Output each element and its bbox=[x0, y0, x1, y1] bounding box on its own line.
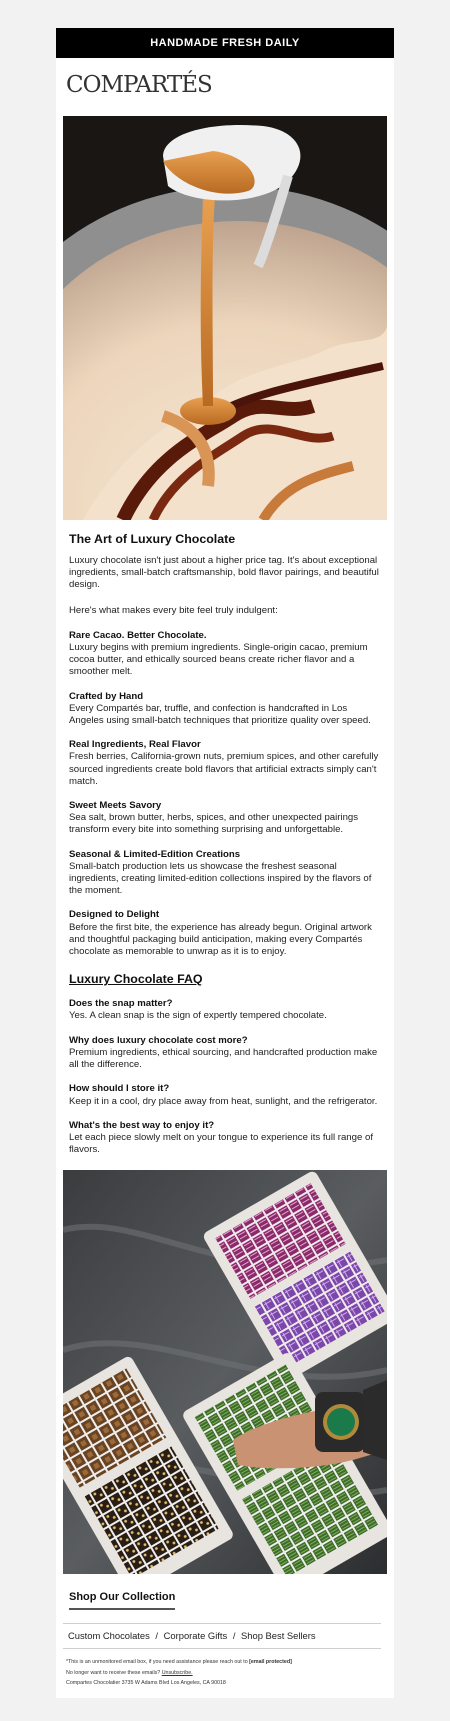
section-title: Rare Cacao. Better Chocolate. bbox=[69, 629, 207, 641]
hero-image[interactable] bbox=[63, 116, 387, 520]
footer-links bbox=[56, 1624, 394, 1648]
section-title: Seasonal & Limited-Edition Creations bbox=[69, 848, 241, 860]
product-image[interactable] bbox=[63, 1170, 387, 1574]
faq-answer: Let each piece slowly melt on your tongue to experience its full range of flavors. bbox=[69, 1131, 373, 1156]
faq-heading[interactable]: Luxury Chocolate FAQ bbox=[69, 972, 203, 987]
section-crafted-by-hand bbox=[69, 691, 381, 728]
section-title: Designed to Delight bbox=[69, 909, 160, 921]
unsubscribe-text: No longer want to receive these emails? bbox=[66, 1669, 162, 1676]
section-rare-cacao bbox=[69, 630, 381, 679]
link-separator: / bbox=[232, 1630, 236, 1642]
section-body: Fresh berries, California-grown nuts, premium spices, and other carefully sourced ingredients create bold flavors that artificial extracts simply can't match. bbox=[69, 751, 379, 787]
chocolate-trays-illustration bbox=[63, 1170, 387, 1574]
notice-text: *This is an unmonitored email box, if you need assistance please reach out to bbox=[66, 1659, 250, 1666]
legal-footer bbox=[56, 1649, 394, 1689]
custom-chocolates-link[interactable]: Custom Chocolates bbox=[68, 1630, 150, 1642]
article-content bbox=[56, 520, 394, 1156]
faq-item bbox=[69, 1035, 381, 1072]
faq-item bbox=[69, 998, 381, 1022]
faq-question: Does the snap matter? bbox=[69, 998, 173, 1010]
corporate-gifts-link[interactable]: Corporate Gifts bbox=[163, 1630, 228, 1642]
compartes-logo[interactable]: COMPARTÉS bbox=[66, 72, 212, 98]
best-sellers-link[interactable]: Shop Best Sellers bbox=[241, 1630, 316, 1642]
faq-answer: Yes. A clean snap is the sign of expertly tempered chocolate. bbox=[69, 1010, 327, 1022]
section-title: Crafted by Hand bbox=[69, 690, 144, 702]
shop-cta-area bbox=[56, 1574, 394, 1610]
section-designed-to-delight bbox=[69, 909, 381, 958]
section-body: Sea salt, brown butter, herbs, spices, and other unexpected pairings transform every bite into something surprising and unforgettable. bbox=[69, 812, 359, 836]
email-body bbox=[56, 28, 394, 1698]
company-address: Compartes Chocolatier 3735 W Adams Blvd Los Angeles, CA 90018 bbox=[66, 1680, 226, 1687]
article-intro: Luxury chocolate isn't just about a higher price tag. It's about exceptional ingredients, small-batch craftsmanship, bold flavor pairings, and beautiful design. bbox=[69, 555, 379, 591]
article-title: The Art of Luxury Chocolate bbox=[69, 532, 236, 546]
top-banner bbox=[56, 28, 394, 58]
section-body: Luxury begins with premium ingredients. Single-origin cacao, premium cocoa butter, and ethically sourced beans create richer flavor and a smoother melt. bbox=[69, 642, 368, 678]
faq-question: What's the best way to enjoy it? bbox=[69, 1119, 215, 1131]
section-sweet-meets-savory bbox=[69, 800, 381, 837]
faq-item bbox=[69, 1083, 381, 1107]
unsubscribe-line bbox=[66, 1668, 394, 1679]
unsubscribe-link[interactable]: Unsubscribe. bbox=[161, 1669, 193, 1676]
logo-area bbox=[56, 58, 394, 116]
support-email[interactable]: [email protected] bbox=[249, 1659, 292, 1666]
unmonitored-notice bbox=[66, 1657, 394, 1668]
section-body: Every Compartés bar, truffle, and confection is handcrafted in Los Angeles using small-batch techniques that prioritize quality over speed. bbox=[69, 702, 371, 727]
faq-answer: Premium ingredients, ethical sourcing, and handcrafted production make all the difference. bbox=[69, 1046, 378, 1071]
section-seasonal bbox=[69, 849, 381, 898]
faq-item bbox=[69, 1120, 381, 1157]
link-separator: / bbox=[155, 1630, 159, 1642]
section-body: Before the first bite, the experience has already begun. Original artwork and thoughtful packaging build anticipation, making every Compartés chocolate as memorable to unwrap as it is to enjoy. bbox=[69, 921, 372, 958]
caramel-pour-illustration bbox=[63, 116, 387, 520]
section-real-ingredients bbox=[69, 739, 381, 788]
section-title: Sweet Meets Savory bbox=[69, 800, 162, 812]
banner-text: HANDMADE FRESH DAILY bbox=[150, 37, 300, 49]
section-title: Real Ingredients, Real Flavor bbox=[69, 739, 201, 751]
faq-question: How should I store it? bbox=[69, 1083, 170, 1095]
faq-answer: Keep it in a cool, dry place away from heat, sunlight, and the refrigerator. bbox=[69, 1095, 378, 1107]
article-intro-2: Here's what makes every bite feel truly indulgent: bbox=[69, 604, 278, 616]
section-body: Small-batch production lets us showcase the freshest seasonal ingredients, creating limited-edition collections inspired by the flavors of the moment. bbox=[69, 860, 372, 897]
faq-question: Why does luxury chocolate cost more? bbox=[69, 1034, 248, 1046]
shop-collection-button[interactable]: Shop Our Collection bbox=[69, 1591, 175, 1610]
